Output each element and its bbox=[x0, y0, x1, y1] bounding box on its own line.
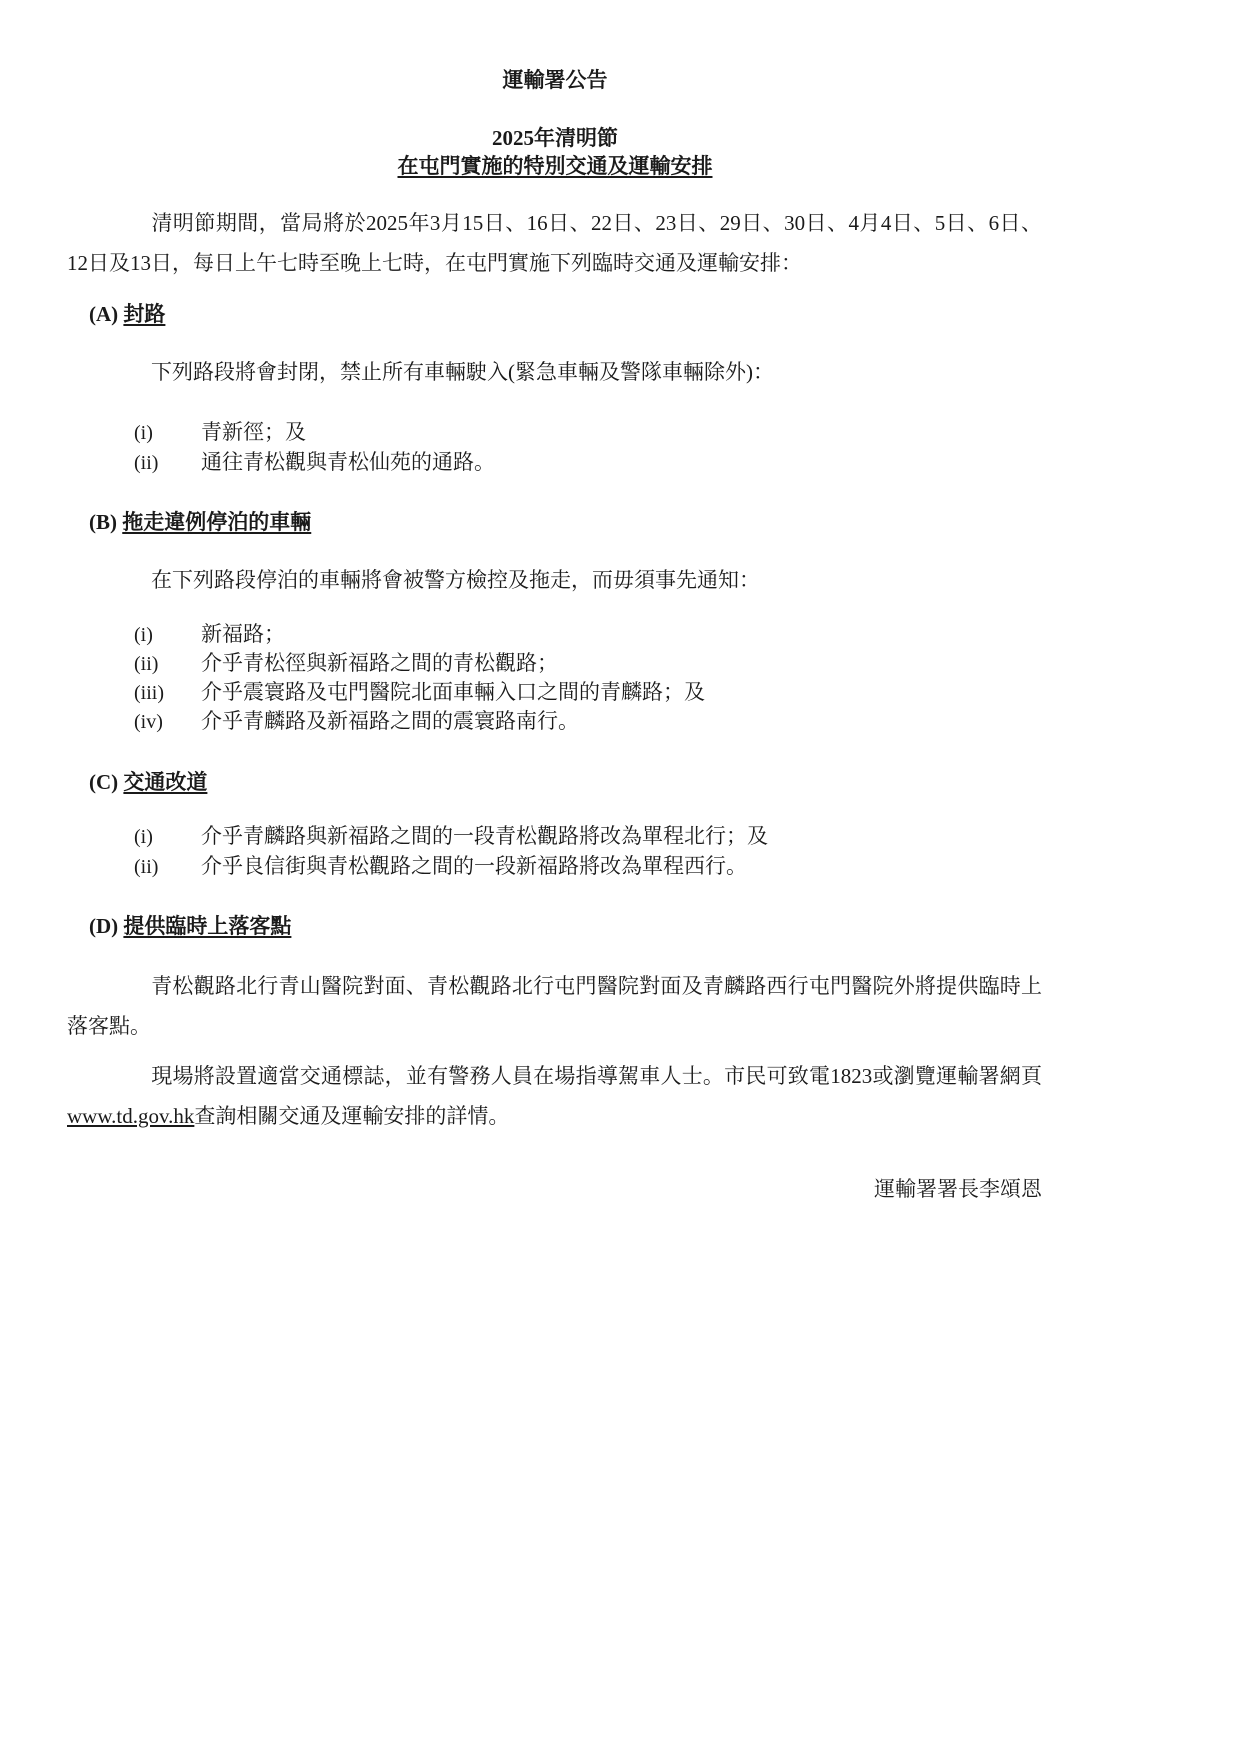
intro-text: 清明節期間，當局將於2025年3月15日、16日、22日、23日、29日、30日、4月4日、5日、6日、12日及13日，每日上午七時至晚上七時，在屯門實施下列臨時交通及運輸安排： bbox=[67, 211, 1042, 275]
section-a-heading bbox=[89, 302, 165, 327]
section-c-item-2-num: (ii) bbox=[134, 856, 159, 878]
section-c-heading bbox=[89, 770, 207, 795]
section-b-item-2-num: (ii) bbox=[134, 653, 159, 675]
section-b-item-1-num: (i) bbox=[134, 624, 153, 646]
section-b-item-4-num: (iv) bbox=[134, 711, 163, 733]
section-b-item-1-text: 新福路； bbox=[201, 622, 285, 646]
section-b-id: (B) bbox=[89, 510, 117, 534]
notice-subtitle: 2025年清明節 bbox=[492, 126, 618, 150]
section-d-body: 青松觀路北行青山醫院對面、青松觀路北行屯門醫院對面及青麟路西行屯門醫院外將提供臨時上落客點。 bbox=[67, 974, 1042, 1038]
section-a-id: (A) bbox=[89, 302, 119, 326]
intro-paragraph bbox=[67, 203, 1042, 283]
section-c-title: 交通改道 bbox=[123, 770, 208, 794]
section-c-item-2-text: 介乎良信街與青松觀路之間的一段新福路將改為單程西行。 bbox=[201, 854, 747, 878]
section-c-item-1-num: (i) bbox=[134, 826, 153, 848]
section-d-title: 提供臨時上落客點 bbox=[123, 914, 292, 938]
section-a-lead: 下列路段將會封閉，禁止所有車輛駛入(緊急車輛及警隊車輛除外)： bbox=[151, 360, 774, 384]
section-b-item-2-text: 介乎青松徑與新福路之間的青松觀路； bbox=[201, 651, 558, 675]
section-a-item-1-text: 青新徑；及 bbox=[201, 420, 306, 444]
section-c-item-1-text: 介乎青麟路與新福路之間的一段青松觀路將改為單程北行；及 bbox=[201, 824, 768, 848]
closing-paragraph bbox=[67, 1056, 1042, 1136]
notice-main-title: 在屯門實施的特別交通及運輸安排 bbox=[397, 154, 713, 178]
section-d-paragraph bbox=[67, 966, 1042, 1046]
section-b-item-3-num: (iii) bbox=[134, 682, 164, 704]
td-website-link[interactable]: www.td.gov.hk bbox=[67, 1104, 195, 1128]
section-b-lead: 在下列路段停泊的車輛將會被警方檢控及拖走，而毋須事先通知： bbox=[151, 568, 760, 592]
closing-text-after: 查詢相關交通及運輸安排的詳情。 bbox=[194, 1104, 510, 1128]
agency-title: 運輸署公告 bbox=[502, 68, 608, 92]
section-b-heading bbox=[89, 510, 311, 535]
section-a-item-1-num: (i) bbox=[134, 422, 153, 444]
section-d-id: (D) bbox=[89, 914, 119, 938]
closing-text-before: 現場將設置適當交通標誌，並有警務人員在場指導駕車人士。市民可致電1823或瀏覽運輸署網頁 bbox=[151, 1064, 1042, 1088]
section-b-item-4-text: 介乎青麟路及新福路之間的震寰路南行。 bbox=[201, 709, 579, 733]
signature: 運輸署署長李頌恩 bbox=[874, 1177, 1042, 1201]
section-c-id: (C) bbox=[89, 770, 119, 794]
section-b-item-3-text: 介乎震寰路及屯門醫院北面車輛入口之間的青麟路；及 bbox=[201, 680, 705, 704]
section-d-heading bbox=[89, 914, 291, 939]
section-a-item-2-text: 通往青松觀與青松仙苑的通路。 bbox=[201, 450, 495, 474]
section-b-title: 拖走違例停泊的車輛 bbox=[122, 510, 312, 534]
section-a-item-2-num: (ii) bbox=[134, 452, 159, 474]
section-a-title: 封路 bbox=[123, 302, 166, 326]
